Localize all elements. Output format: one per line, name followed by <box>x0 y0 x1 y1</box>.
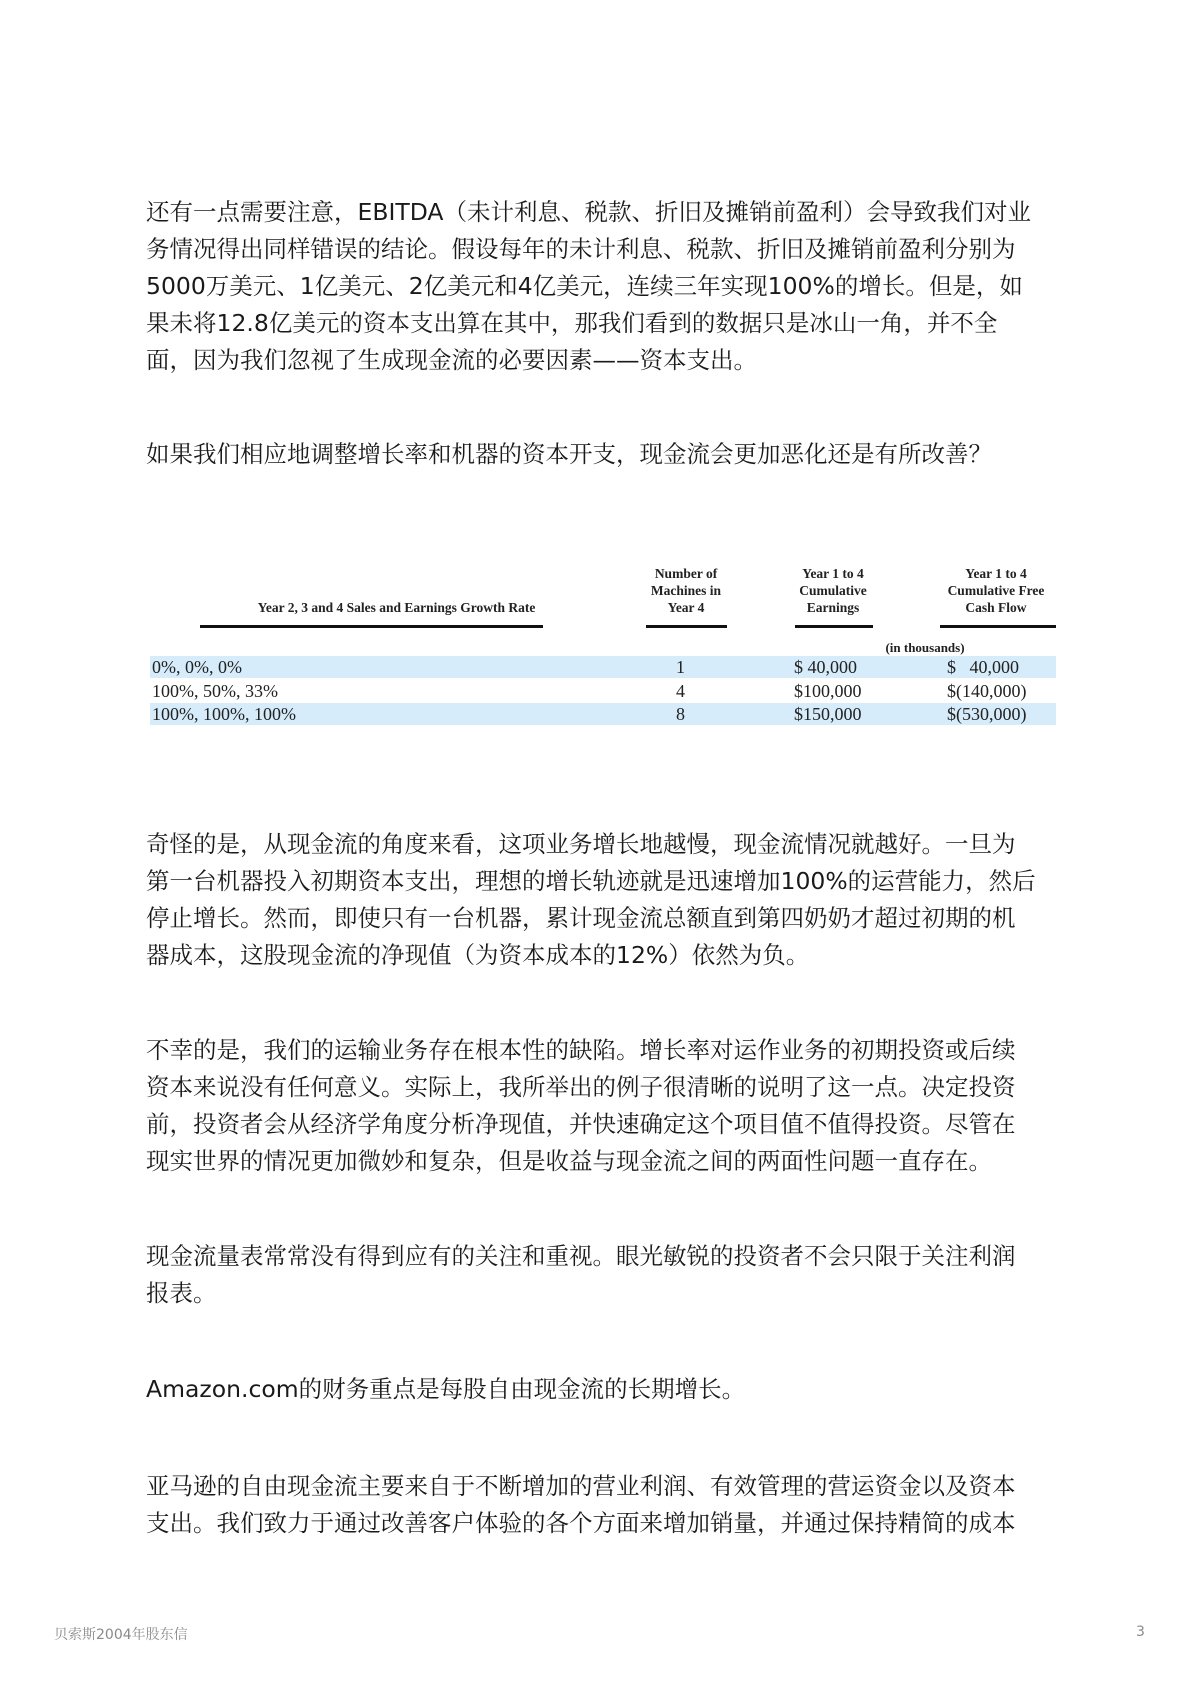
text-line: 第一台机器投入初期资本支出，理想的增长轨迹就是迅速增加100%的运营能力，然后 <box>146 867 1036 895</box>
earnings-cell: $100,000 <box>794 681 862 701</box>
paragraph-amazon-focus <box>146 1371 1066 1408</box>
fcf-cell: $(530,000) <box>947 704 1027 724</box>
text-line: 亚马逊的自由现金流主要来自于不断增加的营业利润、有效管理的营运资金以及资本 <box>146 1472 1016 1500</box>
text-line: 报表。 <box>146 1279 217 1307</box>
text-line: 不幸的是，我们的运输业务存在根本性的缺陷。增长率对运作业务的初期投资或后续 <box>146 1036 1016 1064</box>
header-line: Year 2, 3 and 4 Sales and Earnings Growth Rate <box>257 600 536 615</box>
growth-cashflow-table <box>150 560 1056 730</box>
paragraph-ebitda <box>146 194 1066 379</box>
table-row <box>150 703 1056 725</box>
header-line: Earnings <box>806 600 860 615</box>
text-line: 果未将12.8亿美元的资本支出算在其中，那我们看到的数据只是冰山一角，并不全 <box>146 309 998 337</box>
page-number: 3 <box>1136 1624 1145 1640</box>
paragraph-question <box>146 436 1066 473</box>
header-line: Number of <box>654 566 718 581</box>
paragraph-cashflow-statement <box>146 1238 1066 1312</box>
earnings-cell: $150,000 <box>794 704 862 724</box>
paragraph-growth-paradox <box>146 826 1066 974</box>
header-line: Year 4 <box>667 600 705 615</box>
header-cumulative-fcf <box>931 565 1061 616</box>
header-line: Year 1 to 4 <box>802 566 864 581</box>
text-line: 支出。我们致力于通过改善客户体验的各个方面来增加销量，并通过保持精简的成本 <box>146 1509 1016 1537</box>
text-line: 5000万美元、1亿美元、2亿美元和4亿美元，连续三年实现100%的增长。但是，如 <box>146 272 1023 300</box>
table-row <box>150 680 1056 702</box>
fcf-cell: $ 40,000 <box>947 657 1019 677</box>
header-growth-rate <box>200 599 593 616</box>
growth-rate-cell: 0%, 0%, 0% <box>152 657 242 677</box>
text-line: 现金流量表常常没有得到应有的关注和重视。眼光敏锐的投资者不会只限于关注利润 <box>146 1242 1016 1270</box>
machines-cell: 1 <box>676 657 685 677</box>
header-machines <box>636 565 736 616</box>
paragraph-flawed-business <box>146 1032 1066 1180</box>
text-line: 停止增长。然而，即使只有一台机器，累计现金流总额直到第四奶奶才超过初期的机 <box>146 904 1016 932</box>
growth-rate-cell: 100%, 100%, 100% <box>152 704 296 724</box>
machines-cell: 4 <box>676 681 685 701</box>
text-line: 面，因为我们忽视了生成现金流的必要因素——资本支出。 <box>146 346 757 374</box>
text-line: 器成本，这股现金流的净现值（为资本成本的12%）依然为负。 <box>146 941 810 969</box>
header-line: Year 1 to 4 <box>965 566 1027 581</box>
text-line: 奇怪的是，从现金流的角度来看，这项业务增长地越慢，现金流情况就越好。一旦为 <box>146 830 1016 858</box>
header-rule <box>646 625 727 628</box>
header-line: Machines in <box>650 583 722 598</box>
paragraph-fcf-sources <box>146 1468 1066 1542</box>
header-rule <box>795 625 873 628</box>
header-line: Cumulative <box>799 583 867 598</box>
header-rule <box>940 625 1056 628</box>
text-line: 资本来说没有任何意义。实际上，我所举出的例子很清晰的说明了这一点。决定投资 <box>146 1073 1016 1101</box>
header-cumulative-earnings <box>783 565 883 616</box>
unit-note: (in thousands) <box>885 640 965 655</box>
machines-cell: 8 <box>676 704 685 724</box>
text-line: Amazon.com的财务重点是每股自由现金流的长期增长。 <box>146 1375 746 1403</box>
growth-rate-cell: 100%, 50%, 33% <box>152 681 278 701</box>
header-rule <box>200 625 543 628</box>
text-line: 还有一点需要注意，EBITDA（未计利息、税款、折旧及摊销前盈利）会导致我们对业 <box>146 198 1032 226</box>
header-line: Cumulative Free <box>947 583 1045 598</box>
header-line: Cash Flow <box>965 600 1027 615</box>
earnings-cell: $ 40,000 <box>794 657 857 677</box>
text-line: 前，投资者会从经济学角度分析净现值，并快速确定这个项目值不值得投资。尽管在 <box>146 1110 1016 1138</box>
table-row <box>150 656 1056 678</box>
text-line: 现实世界的情况更加微妙和复杂，但是收益与现金流之间的两面性问题一直存在。 <box>146 1147 992 1175</box>
text-line: 如果我们相应地调整增长率和机器的资本开支，现金流会更加恶化还是有所改善？ <box>146 440 992 468</box>
text-line: 务情况得出同样错误的结论。假设每年的未计利息、税款、折旧及摊销前盈利分别为 <box>146 235 1016 263</box>
fcf-cell: $(140,000) <box>947 681 1027 701</box>
footer-title: 贝索斯2004年股东信 <box>54 1627 188 1643</box>
